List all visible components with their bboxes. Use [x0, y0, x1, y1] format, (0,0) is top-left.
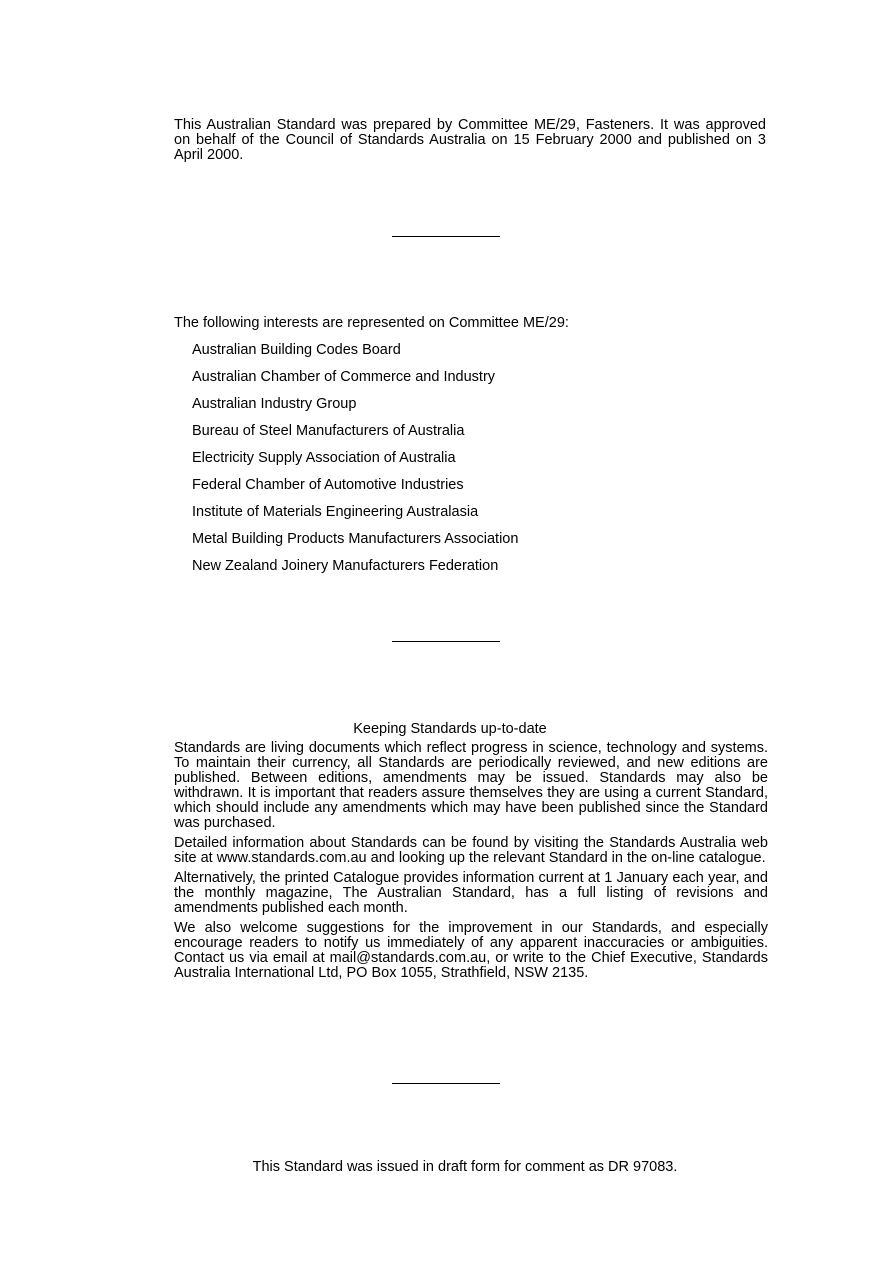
list-item: Bureau of Steel Manufacturers of Australia — [192, 423, 465, 439]
paragraph: Detailed information about Standards can be found by visiting the Standards Australia web site at www.standards.com.au and looking up the relevant Standard in the on-line catalogue. — [174, 835, 768, 866]
list-item: Australian Chamber of Commerce and Industry — [192, 369, 496, 385]
list-item: New Zealand Joinery Manufacturers Federation — [192, 558, 499, 574]
draft-note: This Standard was issued in draft form for comment as DR 97083. — [252, 1159, 678, 1175]
paragraph: Standards are living documents which reflect progress in science, technology and systems. To maintain their currency, all Standards are periodically reviewed, and new editions are published. Between editions, amendments may be issued. Standards may also be withdrawn. It is important that readers assure themselves they are using a current Standard, which should include any amendments which may have been published since the Standard was purchased. — [174, 740, 768, 831]
committee-interests — [174, 314, 766, 584]
list-item: Federal Chamber of Automotive Industries — [192, 477, 464, 493]
list-item: Metal Building Products Manufacturers Association — [192, 531, 519, 547]
list-item: Australian Industry Group — [192, 396, 357, 412]
divider-rule — [392, 641, 500, 642]
preparation-note: This Australian Standard was prepared by Committee ME/29, Fasteners. It was approved on behalf of the Council of Standards Australia on 15 February 2000 and published on 3 April 2000. — [174, 117, 766, 163]
section-heading: Keeping Standards up-to-date — [353, 721, 547, 737]
list-item: Institute of Materials Engineering Australasia — [192, 504, 479, 520]
list-item: Australian Building Codes Board — [192, 342, 401, 358]
interests-list — [174, 341, 766, 575]
interests-intro: The following interests are represented on Committee ME/29: — [174, 315, 569, 331]
paragraph: Alternatively, the printed Catalogue provides information current at 1 January each year, and the monthly magazine, The Australian Standard, has a full listing of revisions and amendments published each month. — [174, 870, 768, 916]
paragraph: We also welcome suggestions for the improvement in our Standards, and especially encourage readers to notify us immediately of any apparent inaccuracies or ambiguities. Contact us via email at mail@standards.com.au, or write to the Chief Executive, Standards Australia International Ltd, PO Box 1055, Strathfield, NSW 2135. — [174, 920, 768, 981]
list-item: Electricity Supply Association of Australia — [192, 450, 456, 466]
divider-rule — [392, 236, 500, 237]
divider-rule — [392, 1083, 500, 1084]
keeping-standards-section — [174, 720, 778, 986]
